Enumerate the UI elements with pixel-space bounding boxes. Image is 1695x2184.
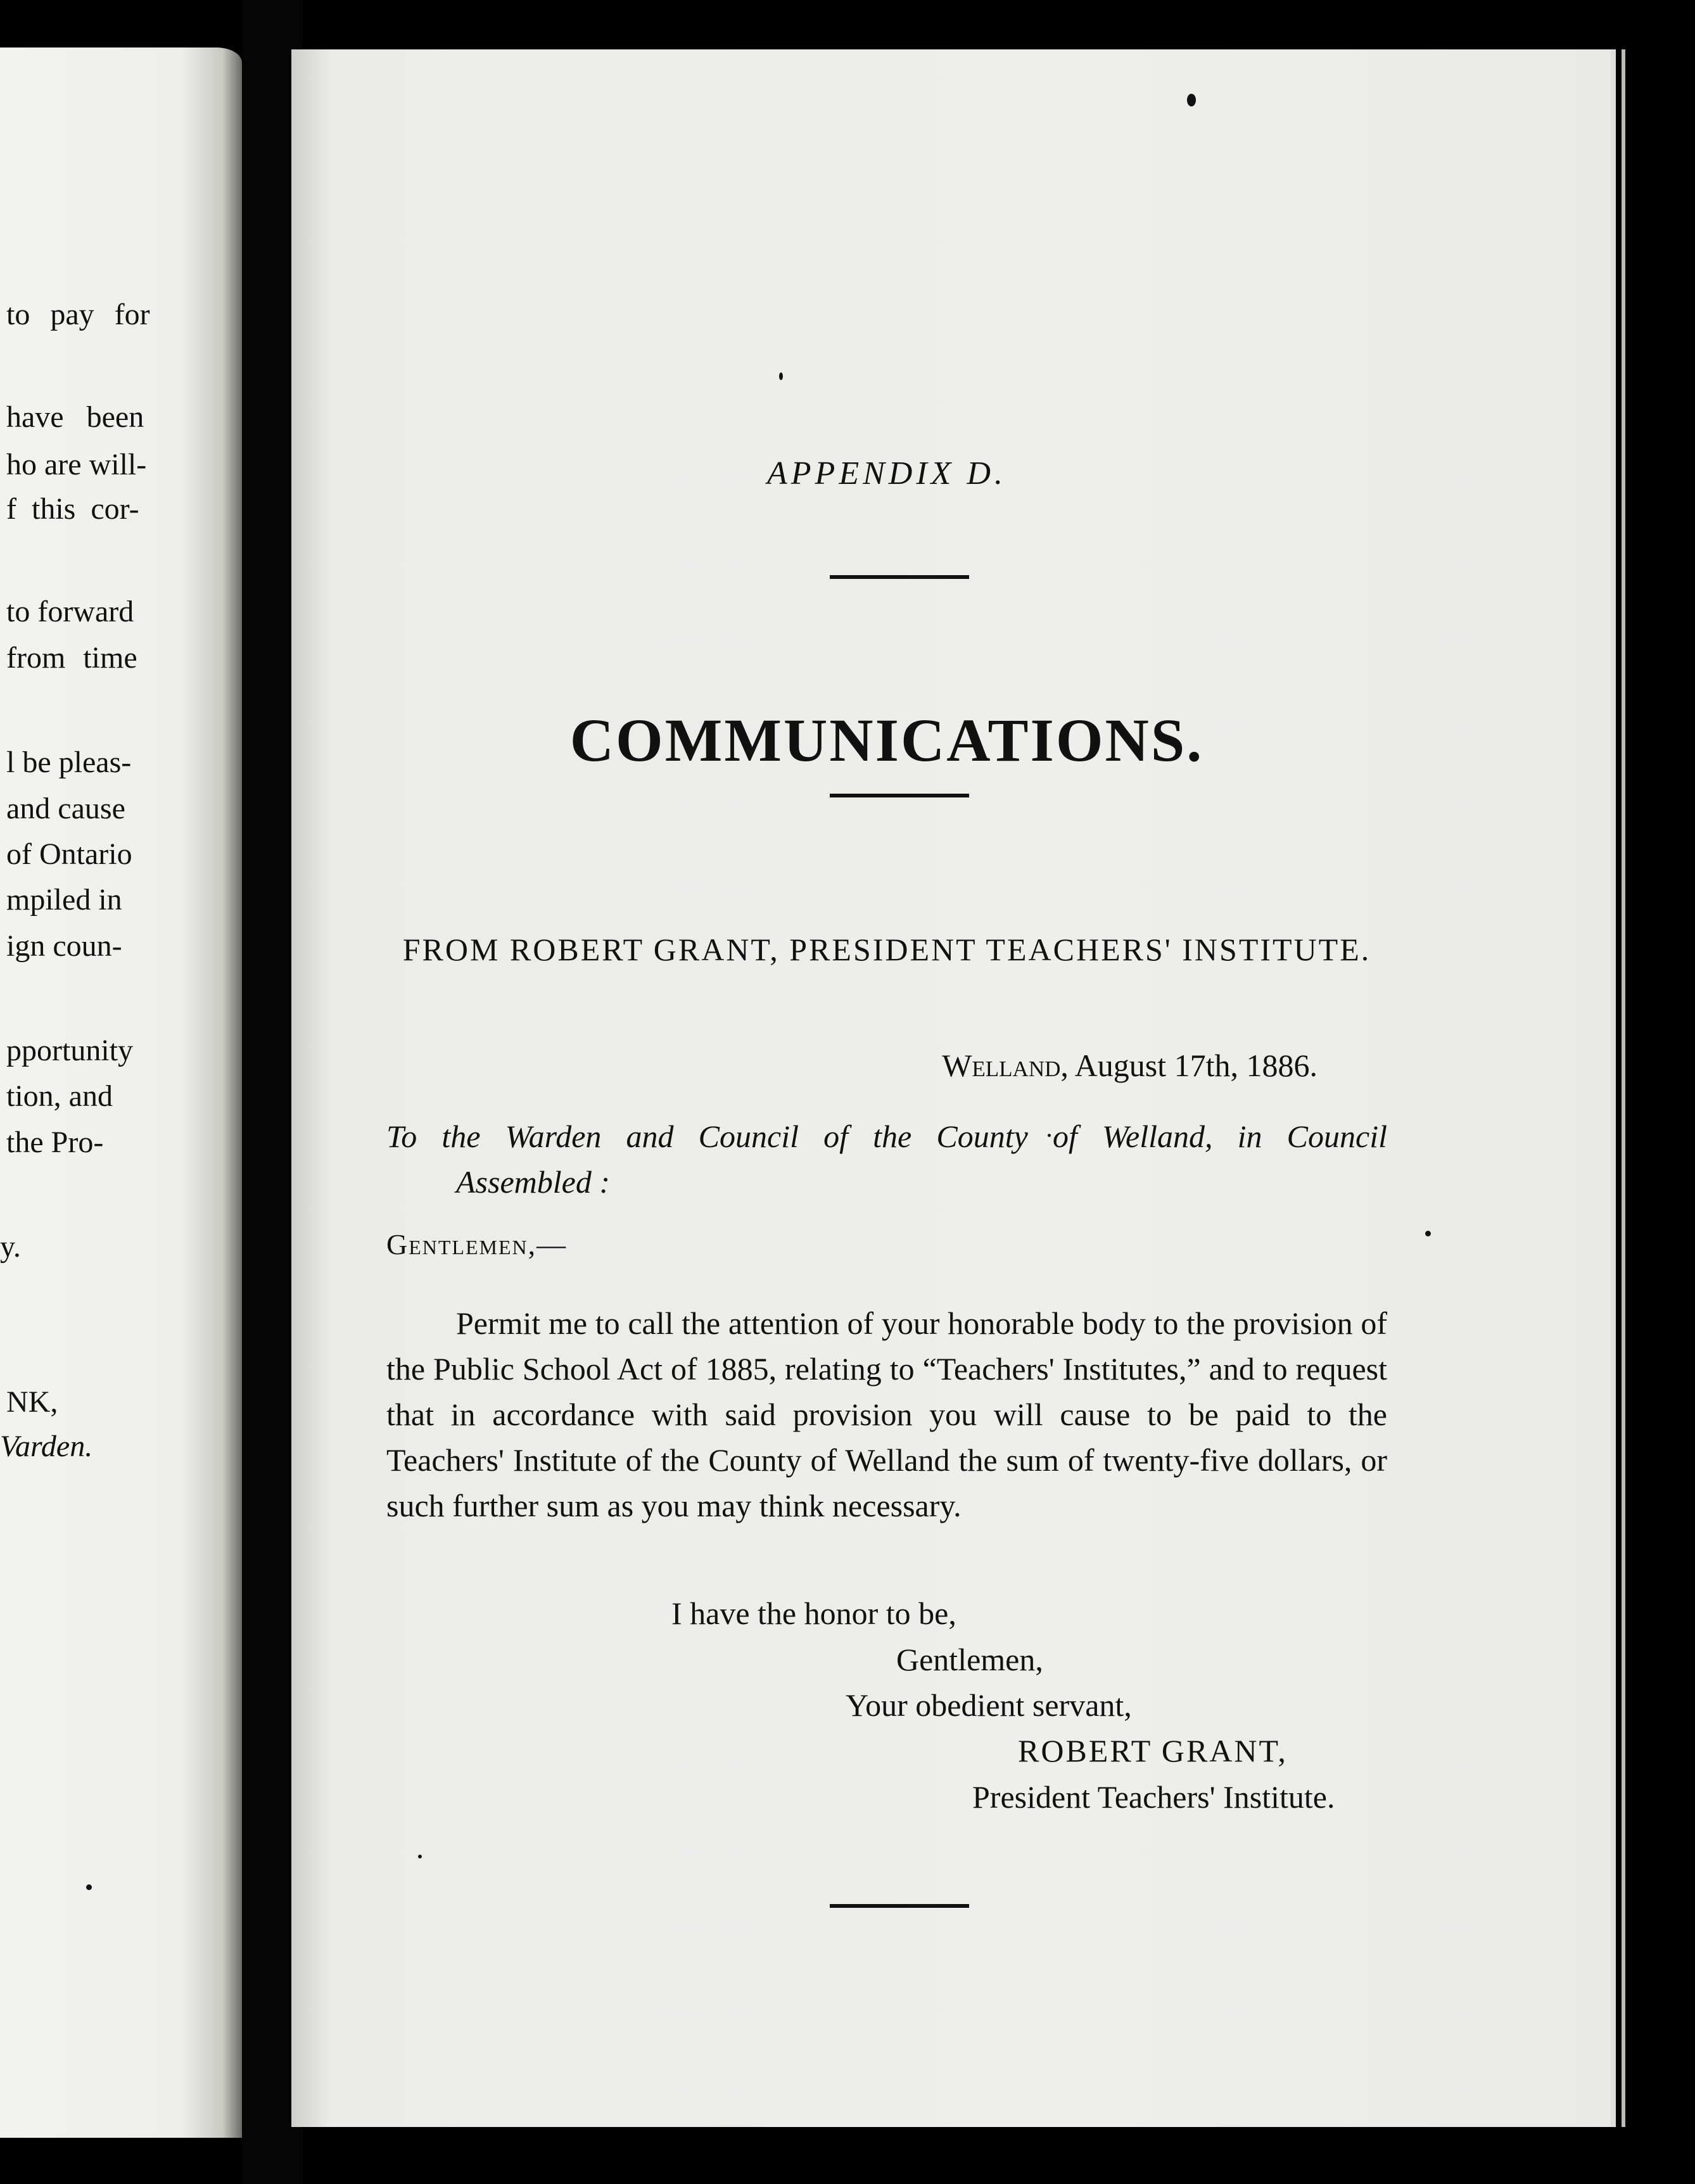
left-page-line: the Pro- [6,1126,104,1159]
divider-rule [830,794,969,797]
letter-body: Permit me to call the attention of your honorable body to the provision of the Public School Act of 1885, relating to “Teachers' Institutes,” and to request that in accordance with said provision you will cause to be paid to the Teachers' Institute of the County of Welland the sum of twenty-five dollars, or such further sum as you may think necessary. [386,1305,1387,1523]
page-title: COMMUNICATIONS. [569,706,1204,774]
left-page-line: pportunity [6,1034,133,1067]
address-line: To the Warden and Council of the County of Welland, in Council [386,1119,1387,1154]
appendix-heading: APPENDIX D. [767,455,1006,492]
page-edge [1622,49,1625,2127]
left-page-line: have been [6,400,144,434]
left-page-line: NK, [6,1385,58,1419]
divider-rule [830,1904,969,1908]
dateline-date: August 17th, 1886. [1074,1048,1317,1083]
left-page-line: f this cor- [6,492,139,526]
left-page-line: y. [0,1230,21,1264]
salutation: Gentlemen,— [386,1228,568,1260]
divider-rule [830,575,969,579]
dateline-place: Welland, [942,1048,1069,1083]
address-line: Assembled : [456,1164,610,1200]
left-page-line: and cause [6,792,125,825]
letter-address [386,1114,1387,1205]
left-page [0,48,242,2138]
page-edge [1611,49,1616,2127]
print-speck [1425,1231,1431,1236]
print-speck [418,1855,422,1858]
closing-line: I have the honor to be, [671,1596,956,1631]
letter-heading: FROM ROBERT GRANT, PRESIDENT TEACHERS' INSTITUTE. [402,932,1371,967]
left-page-line: to forward [6,595,134,628]
print-speck [86,1884,92,1890]
right-page [291,49,1611,2127]
left-page-line: l be pleas- [6,746,132,779]
left-page-line: from time [6,641,137,675]
closing-line: Gentlemen, [896,1642,1043,1677]
left-page-line: ign coun- [6,929,122,963]
closing-line: Your obedient servant, [846,1687,1132,1723]
left-page-line: mpiled in [6,883,122,917]
dateline [386,1047,1387,1084]
signature-name: ROBERT GRANT, [1018,1733,1288,1768]
left-page-line: Varden. [0,1430,93,1463]
left-page-line: to pay for [6,298,150,331]
print-speck [1187,94,1196,106]
left-page-line: ho are will- [6,448,147,481]
signature-title: President Teachers' Institute. [972,1779,1335,1815]
print-speck [779,372,783,380]
left-page-line: tion, and [6,1079,113,1113]
left-page-line: of Ontario [6,837,132,871]
